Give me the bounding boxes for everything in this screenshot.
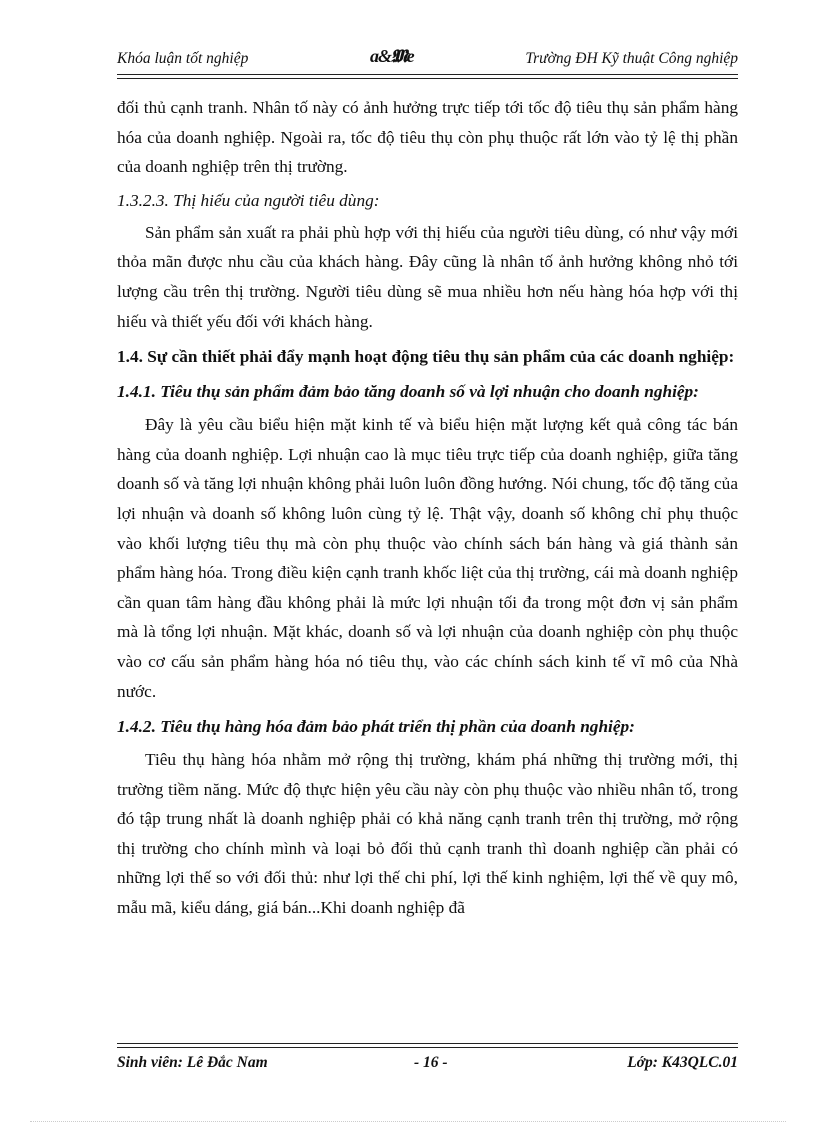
header-school-name: Trường ĐH Kỹ thuật Công nghiệp [525, 50, 738, 67]
subsection-heading-1-3-2-3: 1.3.2.3. Thị hiếu của người tiêu dùng: [117, 190, 380, 210]
paragraph-consumer-taste: Sản phẩm sản xuất ra phải phù hợp với thị hiếu của người tiêu dùng, có như vậy mới thỏa mãn được nhu cầu của khách hàng. Đây cũng là nhân tố ảnh hưởng không nhỏ tới lượng cầu trên thị trường. Người tiêu dùng sẽ mua nhiều hơn nếu hàng hóa hợp với thị hiếu và thiết yếu đối với khách hàng. [117, 222, 738, 331]
header-ornament: a&𝕸e [370, 46, 414, 66]
section-heading-1-4: 1.4. Sự cần thiết phải đẩy mạnh hoạt động tiêu thụ sản phẩm của các doanh nghiệp: [117, 347, 735, 367]
subsection-heading-1-4-2: 1.4.2. Tiêu thụ hàng hóa đảm bảo phát triển thị phần của doanh nghiệp: [117, 717, 635, 737]
header-rule [117, 74, 738, 75]
page-edge-divider [30, 1121, 786, 1122]
footer-class-code: Lớp: K43QLC.01 [627, 1054, 738, 1071]
page-body [117, 93, 738, 923]
footer-student-name: Sinh viên: Lê Đắc Nam [117, 1054, 268, 1071]
page-number: - 16 - [414, 1054, 448, 1071]
paragraph-revenue-profit: Đây là yêu cầu biểu hiện mặt kinh tế và biểu hiện mặt lượng kết quả công tác bán hàng của doanh nghiệp. Lợi nhuận cao là mục tiêu trực tiếp của doanh nghiệp, giữa tăng doanh số và tăng lợi nhuận không phải luôn luôn đồng hướng. Nói chung, tốc độ tăng của lợi nhuận và doanh số không luôn cùng tỷ lệ. Thật vậy, doanh số không chỉ phụ thuộc vào khối lượng tiêu thụ mà còn phụ thuộc vào chính sách bán hàng và giá thành sản phẩm hàng hóa. Trong điều kiện cạnh tranh khốc liệt của thị trường, cái mà doanh nghiệp cần quan tâm hàng đầu không phải là mức lợi nhuận tối đa trong một đơn vị sản phẩm mà là tổng lợi nhuận. Mặt khác, doanh số và lợi nhuận của doanh nghiệp còn phụ thuộc vào cơ cấu sản phẩm hàng hóa nó tiêu thụ, vào các chính sách kinh tế vĩ mô của Nhà nước. [117, 415, 738, 701]
header-rule-double [117, 78, 738, 79]
paragraph-market-share: Tiêu thụ hàng hóa nhằm mở rộng thị trường, khám phá những thị trường mới, thị trường tiềm năng. Mức độ thực hiện yêu cầu này còn phụ thuộc vào nhiều nhân tố, trong đó tập trung nhất là doanh nghiệp phải có khả năng cạnh tranh trên thị trường, mở rộng thị trường cho chính mình và loại bỏ đối thủ cạnh tranh thì doanh nghiệp cần phải có những lợi thế so với đối thủ: như lợi thế chi phí, lợi thế kinh nghiệm, lợi thế về quy mô, mẫu mã, kiểu dáng, giá bán...Khi doanh nghiệp đã [117, 750, 738, 918]
footer-rule [117, 1043, 738, 1044]
subsection-heading-1-4-1: 1.4.1. Tiêu thụ sản phẩm đảm bảo tăng doanh số và lợi nhuận cho doanh nghiệp: [117, 382, 699, 402]
page-header [117, 46, 738, 74]
footer-rule-double [117, 1047, 738, 1048]
paragraph-continuation: đối thủ cạnh tranh. Nhân tố này có ảnh hưởng trực tiếp tới tốc độ tiêu thụ sản phẩm hàng hóa của doanh nghiệp. Ngoài ra, tốc độ tiêu thụ còn phụ thuộc rất lớn vào tỷ lệ thị phần của doanh nghiệp trên thị trường. [117, 98, 738, 177]
header-thesis-label: Khóa luận tốt nghiệp [117, 50, 249, 67]
page-footer [117, 1054, 738, 1078]
